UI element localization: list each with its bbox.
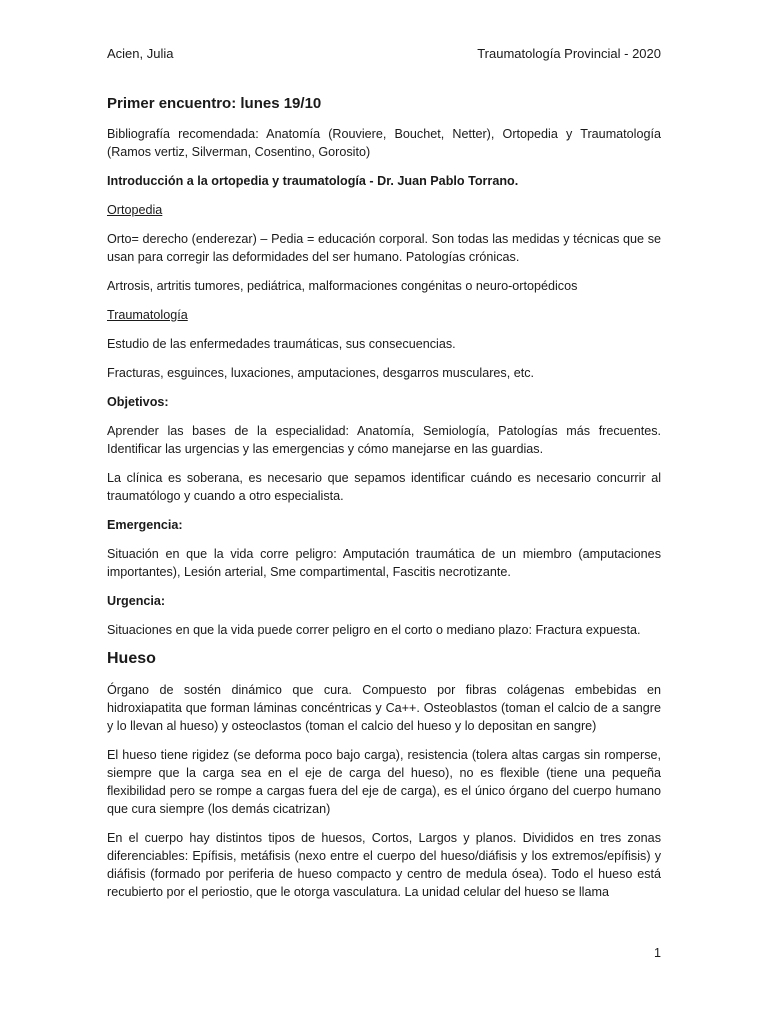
urgencia-paragraph: Situaciones en que la vida puede correr peligro en el corto o mediano plazo: Fractura expuesta.: [107, 623, 641, 637]
traumatologia-paragraph-2: Fracturas, esguinces, luxaciones, amputaciones, desgarros musculares, etc.: [107, 366, 534, 380]
header-author: Acien, Julia: [107, 46, 174, 61]
bibliography-paragraph: Bibliografía recomendada: Anatomía (Rouviere, Bouchet, Netter), Ortopedia y Traumatología (Ramos vertiz, Silverman, Cosentino, Gorosito): [107, 127, 661, 159]
page-number: 1: [653, 946, 661, 960]
traumatologia-paragraph-1: Estudio de las enfermedades traumáticas, sus consecuencias.: [107, 337, 456, 351]
emergencia-heading: Emergencia:: [107, 518, 183, 532]
objetivos-paragraph-1: Aprender las bases de la especialidad: Anatomía, Semiología, Patologías más frecuentes. Identificar las urgencias y las emergencias y cómo manejarse en las guardias.: [107, 424, 661, 456]
emergencia-paragraph: Situación en que la vida corre peligro: Amputación traumática de un miembro (amputaciones importantes), Lesión arterial, Sme compartimental, Fascitis necrotizante.: [107, 547, 661, 579]
document-body: [107, 95, 661, 912]
ortopedia-paragraph-2: Artrosis, artritis tumores, pediátrica, malformaciones congénitas o neuro-ortopédicos: [107, 279, 578, 293]
urgencia-heading: Urgencia:: [107, 594, 166, 608]
ortopedia-paragraph-1: Orto= derecho (enderezar) – Pedia = educación corporal. Son todas las medidas y técnicas que se usan para corregir las deformidades del ser humano. Patologías crónicas.: [107, 232, 661, 264]
hueso-paragraph-3: En el cuerpo hay distintos tipos de huesos, Cortos, Largos y planos. Divididos en tres zonas diferenciables: Epífisis, metáfisis (nexo entre el cuerpo del hueso/diáfisis y los extremos/epífisis) y diáfisis (formado por periferia de hueso compacto y centro de medula ósea). Todo el hueso está recubierto por el periostio, que le otorga vasculatura. La unidad celular del hueso se llama: [107, 831, 661, 899]
traumatologia-heading: Traumatología: [107, 308, 188, 322]
header-course: Traumatología Provincial - 2020: [477, 46, 661, 61]
ortopedia-heading: Ortopedia: [107, 203, 163, 217]
hueso-paragraph-2: El hueso tiene rigidez (se deforma poco bajo carga), resistencia (tolera altas cargas sin romperse, siempre que la carga sea en el eje de carga del hueso), no es flexible (tiene una pequeña flexibilidad pero se rompe a cargas fuera del eje de carga), es el único órgano del cuerpo humano que cura siempre (los demás cicatrizan): [107, 748, 661, 816]
hueso-heading: Hueso: [107, 650, 156, 667]
intro-heading: Introducción a la ortopedia y traumatología - Dr. Juan Pablo Torrano.: [107, 174, 519, 188]
objetivos-heading: Objetivos:: [107, 395, 169, 409]
hueso-paragraph-1: Órgano de sostén dinámico que cura. Compuesto por fibras colágenas embebidas en hidroxiapatita que forman láminas concéntricas y Ca++. Osteoblastos (toman el calcio de a sangre y lo llevan al hueso) y osteoclastos (toman el calcio del hueso y lo depositan en sangre): [107, 683, 661, 733]
page-title: Primer encuentro: lunes 19/10: [107, 95, 322, 112]
page-header: [107, 46, 661, 66]
objetivos-paragraph-2: La clínica es soberana, es necesario que sepamos identificar cuándo es necesario concurrir al traumatólogo y cuando a otro especialista.: [107, 471, 661, 503]
